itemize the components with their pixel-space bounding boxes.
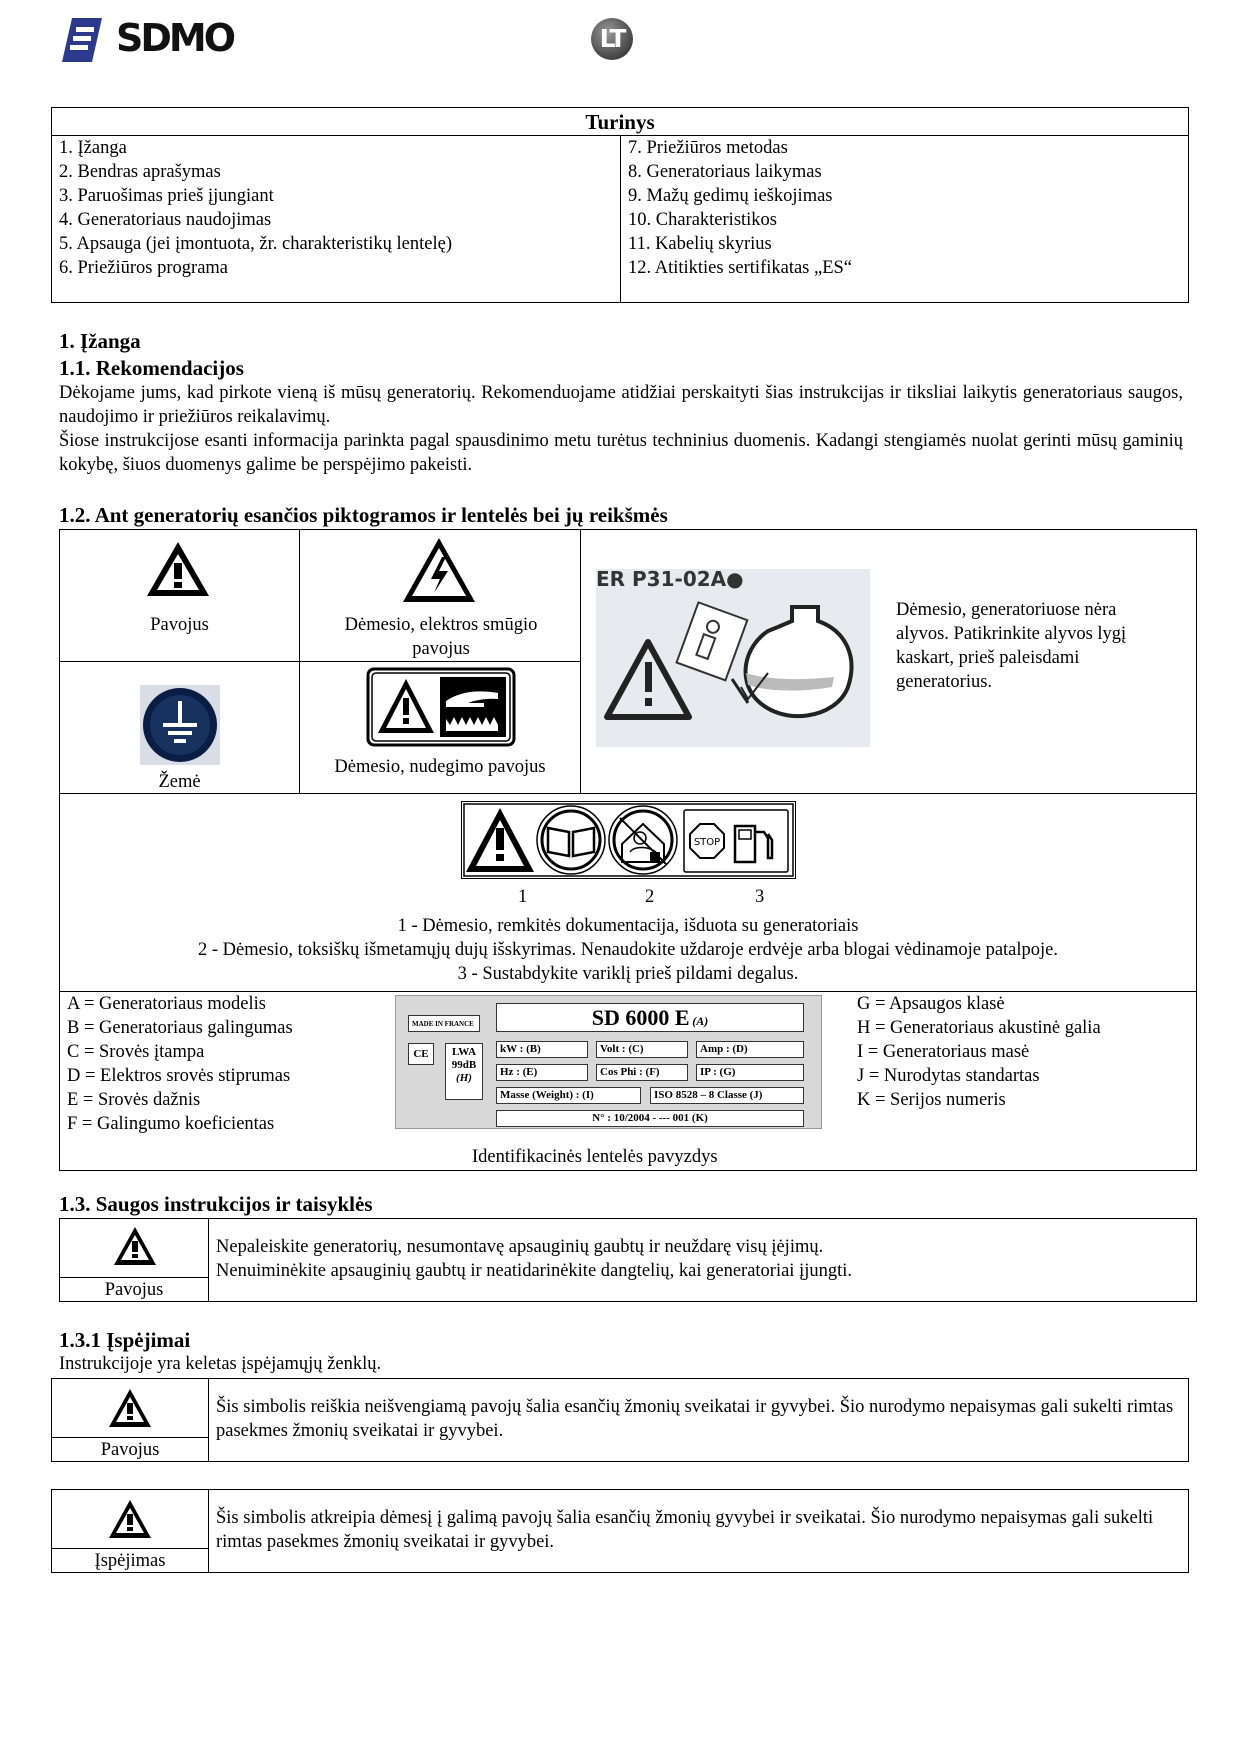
- plate-model: [496, 1003, 804, 1032]
- language-badge: [591, 18, 633, 60]
- toc-title: Turinys: [585, 110, 655, 134]
- warning-sign-table: [51, 1489, 1189, 1573]
- toc-item[interactable]: 3. Paruošimas prieš įjungiant: [59, 186, 274, 206]
- plate-legend-item: D = Elektros srovės stiprumas: [67, 1066, 291, 1086]
- label-ground: Žemė: [158, 772, 201, 792]
- brand-name: SDMO: [116, 16, 234, 60]
- section-heading-warnings: 1.3.1 Įspėjimai: [59, 1328, 191, 1352]
- plate-legend-item: K = Serijos numeris: [857, 1090, 1006, 1110]
- pictograms-divider-1: [60, 793, 1196, 794]
- plate-h: (H): [456, 1072, 472, 1084]
- toc-item[interactable]: 9. Mažų gedimų ieškojimas: [628, 186, 833, 206]
- toc-left-column: [59, 136, 452, 280]
- plate-legend-right: [857, 992, 1101, 1112]
- danger-divider-vertical: [208, 1379, 209, 1461]
- pictogram-number-2: 2: [645, 887, 655, 907]
- plate-volt: Volt : (C): [596, 1041, 688, 1058]
- plate-legend-item: E = Srovės dažnis: [67, 1090, 201, 1110]
- section-heading-safety: 1.3. Saugos instrukcijos ir taisyklės: [59, 1192, 373, 1216]
- oil-code: ER P31-02A●: [596, 567, 744, 591]
- plate-legend-item: F = Galingumo koeficientas: [67, 1114, 275, 1134]
- iso-pictogram-strip-svg: [462, 802, 795, 878]
- pictogram-number-3: 3: [755, 887, 765, 907]
- toc-item[interactable]: 2. Bendras aprašymas: [59, 162, 221, 182]
- safety-danger-label: Pavojus: [104, 1280, 164, 1300]
- oil-check-icon: [596, 569, 870, 747]
- toc-item[interactable]: 6. Priežiūros programa: [59, 258, 229, 278]
- safety-line-2: Nenuiminėkite apsauginių gaubtų ir neatidarinėkite dangtelių, kai generatoriai įjungti.: [216, 1261, 853, 1281]
- intro-paragraph-1: Dėkojame jums, kad pirkote vieną iš mūsų generatorių. Rekomenduojame atidžiai perskaityti šias instrukcijas ir tiksliai laikytis generatoriaus saugos, naudojimo ir priežiūros reikalavimų.: [59, 383, 1183, 427]
- plate-amp: Amp : (D): [696, 1041, 804, 1058]
- pictogram-legend: [60, 914, 1196, 986]
- plate-legend-item: G = Apsaugos klasė: [857, 994, 1005, 1014]
- label-danger: Pavojus: [150, 615, 209, 635]
- electric-shock-icon: [400, 535, 478, 605]
- plate-kw: kW : (B): [496, 1041, 588, 1058]
- plate-ce: CE: [408, 1043, 434, 1065]
- plate-legend-item: A = Generatoriaus modelis: [67, 994, 266, 1014]
- legend-line: 2 - Dėmesio, toksiškų išmetamųjų dujų išskyrimas. Nenaudokite uždaroje erdvėje arba blogai vėdinamoje patalpoje.: [197, 940, 1059, 960]
- toc-item[interactable]: 4. Generatoriaus naudojimas: [59, 210, 272, 230]
- plate-ip: IP : (G): [696, 1064, 804, 1081]
- legend-line: 3 - Sustabdykite variklį prieš pildami degalus.: [457, 964, 799, 984]
- plate-legend-item: C = Srovės įtampa: [67, 1042, 205, 1062]
- warning-triangle-icon: [144, 539, 212, 599]
- safety-table: [59, 1218, 1197, 1302]
- label-burn: Dėmesio, nudegimo pavojus: [334, 757, 546, 777]
- toc-column-divider: [620, 135, 621, 302]
- plate-db: 99dB: [451, 1059, 477, 1071]
- toc-item[interactable]: 11. Kabelių skyrius: [628, 234, 772, 254]
- section-heading-pictograms: 1.2. Ant generatorių esančios piktogramos ir lentelės bei jų reikšmės: [59, 503, 668, 527]
- plate-model-name: SD 6000 E: [591, 1005, 690, 1030]
- section-heading-introduction: 1. Įžanga: [59, 329, 141, 353]
- warning-triangle-icon: [107, 1387, 153, 1429]
- safety-text: [216, 1235, 1186, 1283]
- plate-made-in: MADE IN FRANCE: [408, 1015, 480, 1032]
- toc-right-column: [628, 136, 852, 280]
- toc-item[interactable]: 8. Generatoriaus laikymas: [628, 162, 822, 182]
- warning-triangle-icon: [112, 1225, 158, 1267]
- toc-item[interactable]: 7. Priežiūros metodas: [628, 138, 788, 158]
- iso-pictogram-strip: [461, 801, 796, 879]
- plate-model-ref: (A): [692, 1014, 709, 1028]
- intro-paragraph-2: Šiose instrukcijose esanti informacija parinkta pagal spausdinimo metu turėtus techninius duomenis. Kadangi stengiamės nuolat gerinti mūsų gaminių kokybę, šiuos duomenys galime be perspėjimo pakeisti.: [59, 431, 1183, 475]
- plate-legend-left: [67, 992, 293, 1136]
- plate-iso: ISO 8528 – 8 Classe (J): [650, 1087, 804, 1104]
- ground-icon: [140, 685, 220, 765]
- danger-sign-text: Šis simbolis reiškia neišvengiamą pavojų šalia esančių žmonių sveikatai ir gyvybei. Šio nurodymo nepaisymas gali sukelti rimtas pasekmes žmonių sveikatai ir gyvybei.: [216, 1397, 1174, 1441]
- pictograms-table: [59, 529, 1197, 1171]
- stop-label: STOP: [693, 837, 721, 848]
- plate-legend-item: J = Nurodytas standartas: [857, 1066, 1040, 1086]
- plate-serial: N° : 10/2004 - --- 001 (K): [496, 1110, 804, 1127]
- warning-divider-vertical: [208, 1490, 209, 1572]
- oil-warning-image: [596, 569, 870, 747]
- plate-hz: Hz : (E): [496, 1064, 588, 1081]
- danger-sign-table: [51, 1378, 1189, 1462]
- cell-electric: [299, 529, 581, 662]
- cell-ground: [59, 661, 300, 794]
- toc-table: [51, 107, 1189, 303]
- plate-legend-item: I = Generatoriaus masė: [857, 1042, 1030, 1062]
- language-badge-text: LT: [599, 24, 625, 53]
- danger-sign-label: Pavojus: [100, 1440, 160, 1460]
- pictogram-number-1: 1: [518, 887, 528, 907]
- plate-cosphi: Cos Phi : (F): [596, 1064, 688, 1081]
- plate-caption: Identifikacinės lentelės pavyzdys: [472, 1147, 718, 1167]
- safety-line-1: Nepaleiskite generatorių, nesumontavę apsauginių gaubtų ir neuždarę visų įėjimų.: [216, 1237, 824, 1257]
- legend-line: 1 - Dėmesio, remkitės dokumentacija, išduota su generatoriais: [397, 916, 859, 936]
- oil-warning-text: Dėmesio, generatoriuose nėra alyvos. Patikrinkite alyvos lygį kaskart, prieš paleisdami generatorius.: [896, 600, 1127, 692]
- section-heading-recommendations: 1.1. Rekomendacijos: [59, 356, 244, 380]
- toc-item[interactable]: 1. Įžanga: [59, 138, 127, 158]
- plate-legend-item: B = Generatoriaus galingumas: [67, 1018, 293, 1038]
- plate-legend-item: H = Generatoriaus akustinė galia: [857, 1018, 1101, 1038]
- warning-triangle-icon: [107, 1498, 153, 1540]
- warning-sign-text: Šis simbolis atkreipia dėmesį į galimą pavojų šalia esančių žmonių gyvybei ir sveikatai. Šio nurodymo nepaisymas gali sukelti rimtas pasekmes žmonių sveikatai ir gyvybei.: [216, 1508, 1154, 1552]
- sdmo-logo: [58, 14, 234, 66]
- plate-lwa: LWA: [451, 1046, 477, 1058]
- hot-surface-icon: [366, 667, 516, 747]
- label-electric: Dėmesio, elektros smūgio pavojus: [344, 615, 538, 659]
- identification-plate: [395, 995, 822, 1129]
- cell-danger: [59, 529, 300, 662]
- warnings-intro: Instrukcijoje yra keletas įspėjamųjų ženklų.: [59, 1354, 382, 1374]
- cell-burn: [299, 661, 581, 794]
- toc-item[interactable]: 10. Charakteristikos: [628, 210, 778, 230]
- warning-sign-label: Įspėjimas: [94, 1551, 166, 1571]
- safety-divider-vertical: [208, 1219, 209, 1301]
- toc-item[interactable]: 5. Apsauga (jei įmontuota, žr. charakteristikų lentelę): [59, 234, 452, 254]
- plate-lwa-box: [445, 1043, 483, 1100]
- toc-item[interactable]: 12. Atitikties sertifikatas „ES“: [628, 258, 853, 278]
- plate-masse: Masse (Weight) : (I): [496, 1087, 641, 1104]
